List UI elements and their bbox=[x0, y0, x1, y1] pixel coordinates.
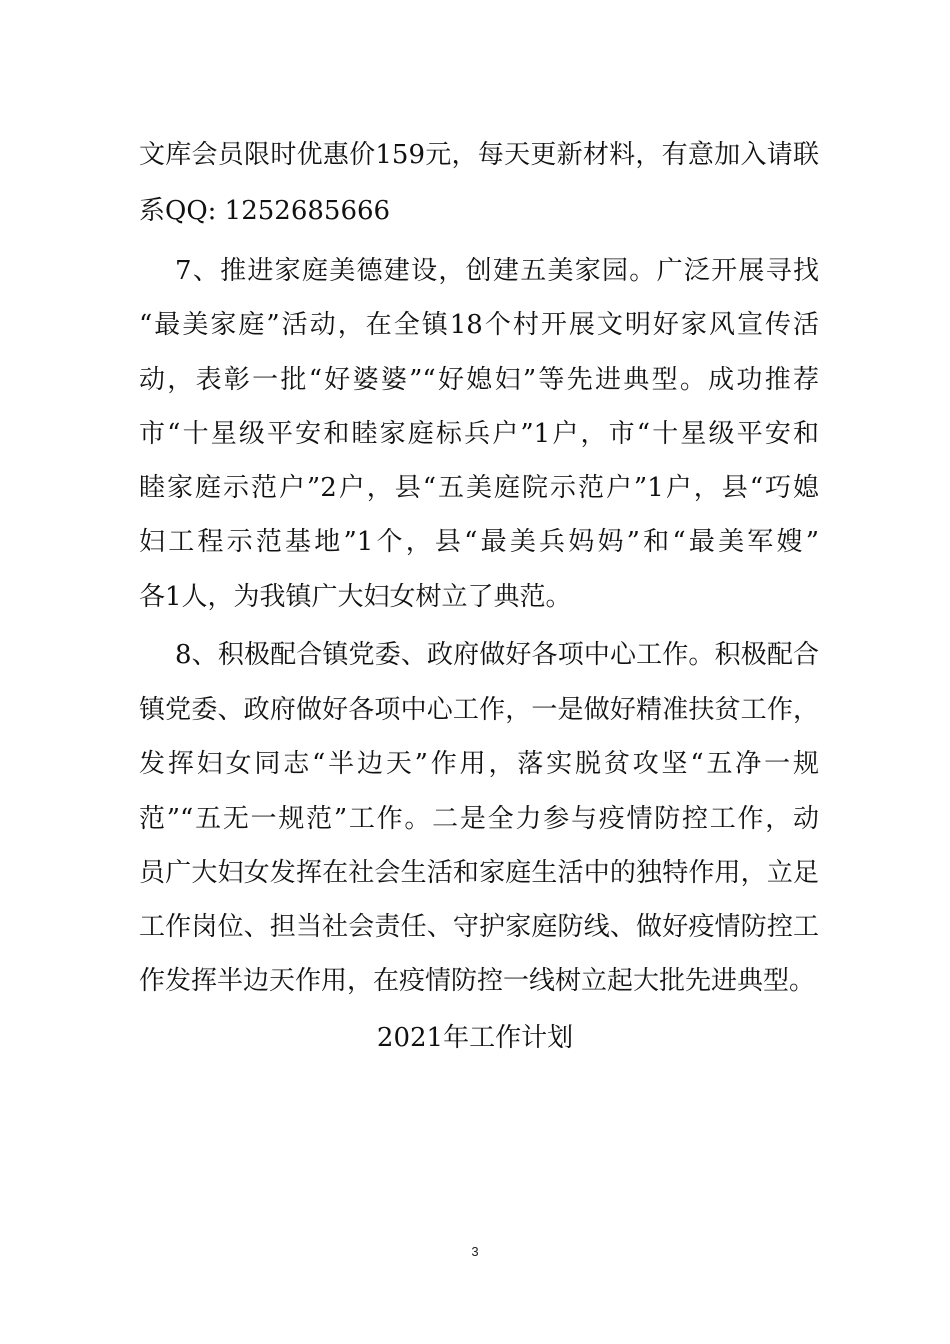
paragraph-7-line-4: 市“十星级平安和睦家庭标兵户”1户，市“十星级平安和 bbox=[139, 419, 819, 449]
page-number: 3 bbox=[471, 1244, 479, 1259]
paragraph-8-line-7: 作发挥半边天作用，在疫情防控一线树立起大批先进典型。 bbox=[139, 966, 816, 996]
paragraph-7-line-5: 睦家庭示范户”2户，县“五美庭院示范户”1户，县“巧媳 bbox=[139, 473, 819, 503]
paragraph-7-line-2: “最美家庭”活动，在全镇18个村开展文明好家风宣传活 bbox=[139, 310, 819, 340]
paragraph-8-line-3: 发挥妇女同志“半边天”作用，落实脱贫攻坚“五净一规 bbox=[139, 749, 819, 779]
section-heading: 2021年工作计划 bbox=[376, 1023, 574, 1053]
paragraph-8-line-1: 8、积极配合镇党委、政府做好各项中心工作。积极配合 bbox=[175, 640, 819, 670]
promo-line-2: 系QQ: 1252685666 bbox=[139, 196, 391, 226]
paragraph-8-line-6: 工作岗位、担当社会责任、守护家庭防线、做好疫情防控工 bbox=[139, 912, 819, 942]
promo-line-1: 文库会员限时优惠价159元，每天更新材料，有意加入请联 bbox=[139, 140, 819, 170]
paragraph-8-line-4: 范”“五无一规范”工作。二是全力参与疫情防控工作，动 bbox=[139, 804, 819, 834]
paragraph-7-line-7: 各1人，为我镇广大妇女树立了典范。 bbox=[139, 582, 572, 612]
paragraph-7-line-3: 动，表彰一批“好婆婆”“好媳妇”等先进典型。成功推荐 bbox=[139, 365, 819, 395]
paragraph-8-line-5: 员广大妇女发挥在社会生活和家庭生活中的独特作用，立足 bbox=[139, 858, 819, 888]
paragraph-7-line-1: 7、推进家庭美德建设，创建五美家园。广泛开展寻找 bbox=[175, 256, 819, 286]
paragraph-8-line-2: 镇党委、政府做好各项中心工作，一是做好精准扶贫工作， bbox=[139, 695, 819, 725]
paragraph-7-line-6: 妇工程示范基地”1个，县“最美兵妈妈”和“最美军嫂” bbox=[139, 527, 819, 557]
